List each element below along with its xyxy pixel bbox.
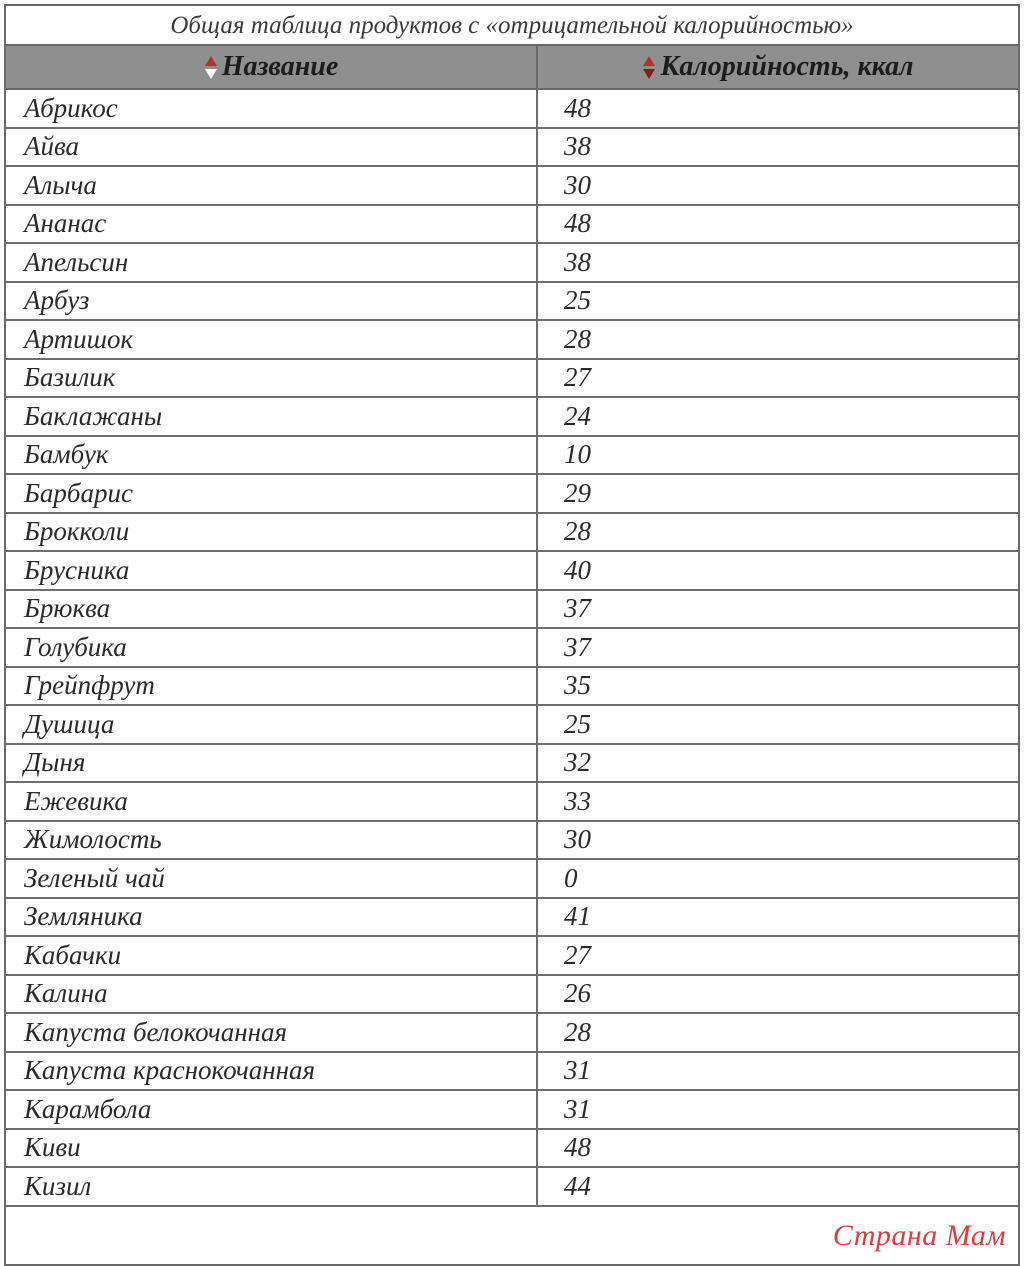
calories-cell: 28 bbox=[537, 1013, 1018, 1052]
table-row bbox=[6, 474, 1018, 513]
table-body bbox=[6, 89, 1018, 1206]
product-name-cell: Душица bbox=[6, 705, 537, 744]
product-name-cell: Апельсин bbox=[6, 243, 537, 282]
product-name-cell: Кабачки bbox=[6, 936, 537, 975]
product-name-cell: Ежевика bbox=[6, 782, 537, 821]
table-row bbox=[6, 898, 1018, 937]
calories-cell: 0 bbox=[537, 859, 1018, 898]
table-row bbox=[6, 782, 1018, 821]
calories-cell: 48 bbox=[537, 205, 1018, 244]
product-name-cell: Баклажаны bbox=[6, 397, 537, 436]
product-name-cell: Калина bbox=[6, 975, 537, 1014]
product-name-cell: Абрикос bbox=[6, 89, 537, 128]
product-name-cell: Брокколи bbox=[6, 513, 537, 552]
calories-cell: 40 bbox=[537, 551, 1018, 590]
calories-cell: 48 bbox=[537, 89, 1018, 128]
calories-cell: 24 bbox=[537, 397, 1018, 436]
table-row bbox=[6, 1129, 1018, 1168]
column-header-name[interactable] bbox=[6, 46, 537, 89]
product-name-cell: Артишок bbox=[6, 320, 537, 359]
table-row bbox=[6, 513, 1018, 552]
sort-arrows-icon[interactable] bbox=[204, 54, 218, 80]
calorie-table bbox=[6, 46, 1018, 1207]
calories-cell: 37 bbox=[537, 628, 1018, 667]
product-name-cell: Дыня bbox=[6, 744, 537, 783]
table-row bbox=[6, 1052, 1018, 1091]
table-row bbox=[6, 1167, 1018, 1206]
table-row bbox=[6, 1090, 1018, 1129]
table-row bbox=[6, 975, 1018, 1014]
table-row bbox=[6, 821, 1018, 860]
calories-cell: 28 bbox=[537, 513, 1018, 552]
product-name-cell: Брюква bbox=[6, 590, 537, 629]
sort-arrows-icon[interactable] bbox=[642, 54, 656, 80]
product-name-cell: Киви bbox=[6, 1129, 537, 1168]
table-row bbox=[6, 1013, 1018, 1052]
calories-cell: 48 bbox=[537, 1129, 1018, 1168]
table-row bbox=[6, 744, 1018, 783]
product-name-cell: Грейпфрут bbox=[6, 667, 537, 706]
column-header-calories-label: Калорийность, ккал bbox=[660, 51, 914, 82]
calories-cell: 44 bbox=[537, 1167, 1018, 1206]
table-title: Общая таблица продуктов с «отрицательной калорийностью» bbox=[6, 6, 1018, 46]
table-row bbox=[6, 359, 1018, 398]
calories-cell: 26 bbox=[537, 975, 1018, 1014]
calories-cell: 27 bbox=[537, 936, 1018, 975]
column-header-name-label: Название bbox=[221, 51, 339, 82]
table-row bbox=[6, 705, 1018, 744]
calories-cell: 30 bbox=[537, 166, 1018, 205]
product-name-cell: Барбарис bbox=[6, 474, 537, 513]
table-row bbox=[6, 936, 1018, 975]
table-row bbox=[6, 667, 1018, 706]
product-name-cell: Зеленый чай bbox=[6, 859, 537, 898]
calories-cell: 29 bbox=[537, 474, 1018, 513]
product-name-cell: Арбуз bbox=[6, 282, 537, 321]
calories-cell: 31 bbox=[537, 1090, 1018, 1129]
product-name-cell: Базилик bbox=[6, 359, 537, 398]
product-name-cell: Айва bbox=[6, 128, 537, 167]
calories-cell: 32 bbox=[537, 744, 1018, 783]
calories-cell: 25 bbox=[537, 705, 1018, 744]
product-name-cell: Карамбола bbox=[6, 1090, 537, 1129]
table-row bbox=[6, 551, 1018, 590]
calories-cell: 31 bbox=[537, 1052, 1018, 1091]
calories-cell: 28 bbox=[537, 320, 1018, 359]
table-row bbox=[6, 859, 1018, 898]
calories-cell: 30 bbox=[537, 821, 1018, 860]
product-name-cell: Бамбук bbox=[6, 436, 537, 475]
product-name-cell: Капуста краснокочанная bbox=[6, 1052, 537, 1091]
column-header-calories[interactable] bbox=[537, 46, 1018, 89]
calories-cell: 38 bbox=[537, 243, 1018, 282]
calories-cell: 38 bbox=[537, 128, 1018, 167]
product-name-cell: Земляника bbox=[6, 898, 537, 937]
table-row bbox=[6, 282, 1018, 321]
product-name-cell: Голубика bbox=[6, 628, 537, 667]
table-row bbox=[6, 397, 1018, 436]
calories-cell: 37 bbox=[537, 590, 1018, 629]
table-row bbox=[6, 590, 1018, 629]
product-name-cell: Жимолость bbox=[6, 821, 537, 860]
product-name-cell: Кизил bbox=[6, 1167, 537, 1206]
table-row bbox=[6, 166, 1018, 205]
calories-cell: 33 bbox=[537, 782, 1018, 821]
table-row bbox=[6, 320, 1018, 359]
product-name-cell: Алыча bbox=[6, 166, 537, 205]
calories-cell: 27 bbox=[537, 359, 1018, 398]
table-frame bbox=[4, 4, 1020, 1266]
table-row bbox=[6, 205, 1018, 244]
calories-cell: 25 bbox=[537, 282, 1018, 321]
table-row bbox=[6, 243, 1018, 282]
product-name-cell: Ананас bbox=[6, 205, 537, 244]
table-row bbox=[6, 436, 1018, 475]
watermark-logo: Страна Мам bbox=[829, 1219, 1010, 1253]
header-row bbox=[6, 46, 1018, 89]
product-name-cell: Капуста белокочанная bbox=[6, 1013, 537, 1052]
calories-cell: 10 bbox=[537, 436, 1018, 475]
table-row bbox=[6, 89, 1018, 128]
calories-cell: 41 bbox=[537, 898, 1018, 937]
table-row bbox=[6, 628, 1018, 667]
product-name-cell: Брусника bbox=[6, 551, 537, 590]
calories-cell: 35 bbox=[537, 667, 1018, 706]
table-row bbox=[6, 128, 1018, 167]
